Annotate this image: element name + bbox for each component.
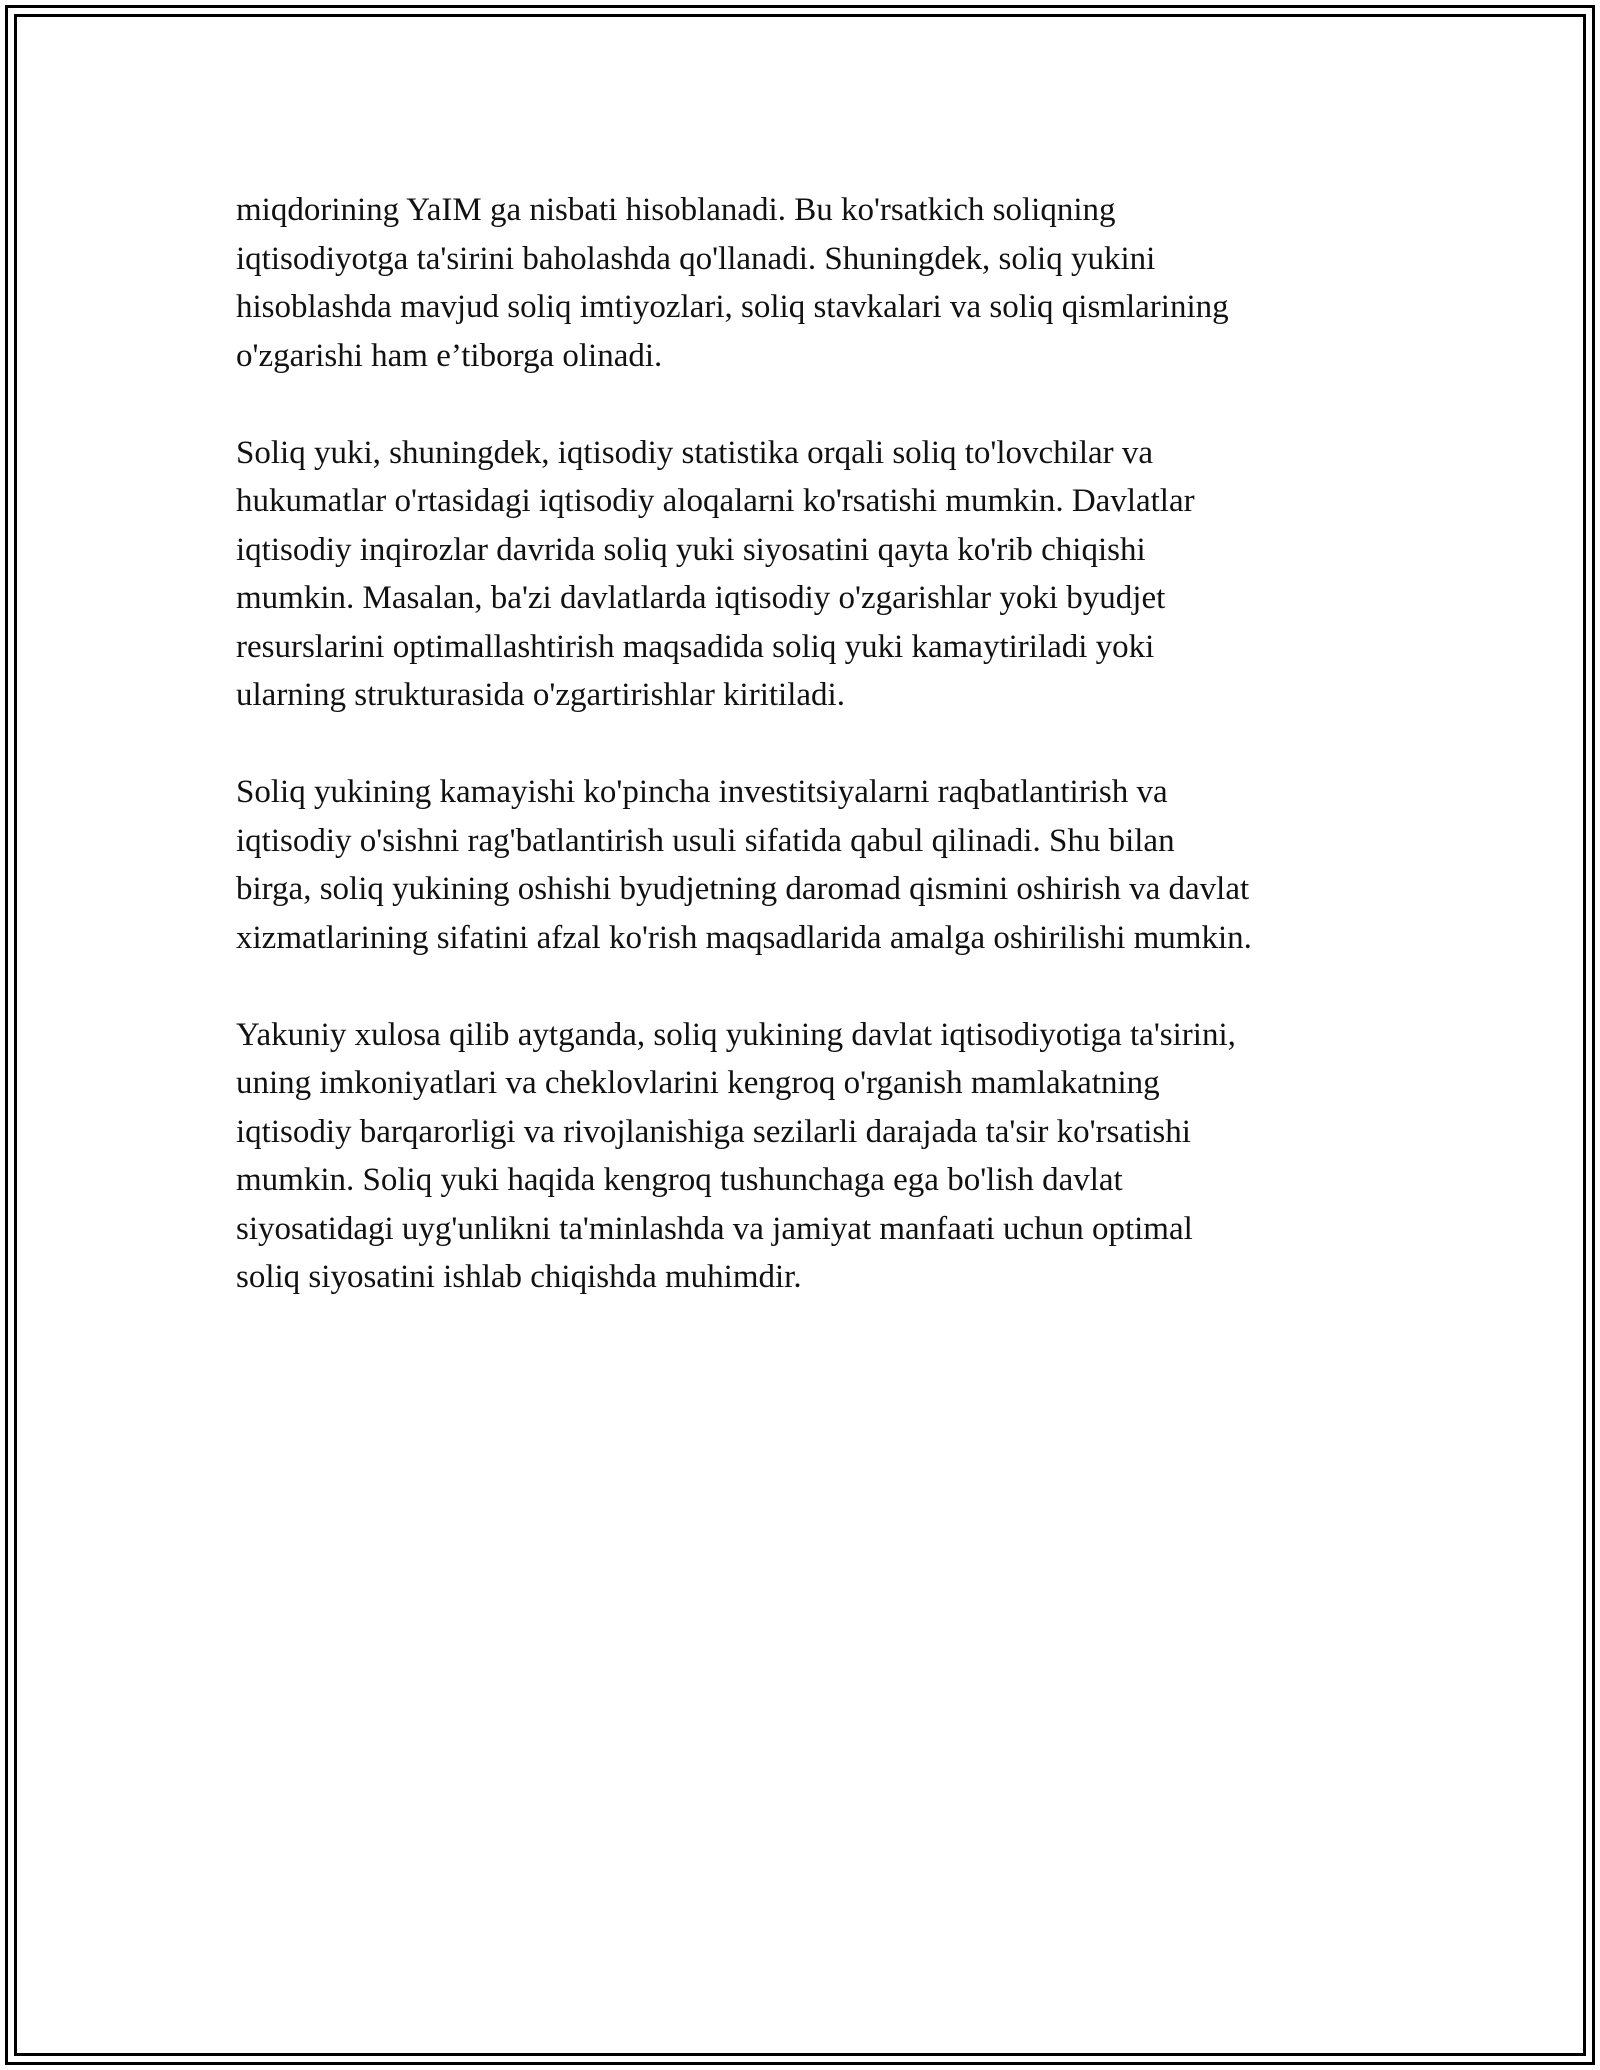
paragraph-4: Yakuniy xulosa qilib aytganda, soliq yukining davlat iqtisodiyotiga ta'sirini, uning imkoniyatlari va cheklovlarini kengroq o'rganish mamlakatning iqtisodiy barqarorligi va rivojlanishiga sezilarli darajada ta'sir ko'rsatishi mumkin. Soliq yuki haqida kengroq tushunchaga ega bo'lish davlat siyosatidagi uyg'unlikni ta'minlashda va jamiyat manfaati uchun optimal soliq siyosatini ishlab chiqishda muhimdir. [236,1016,1236,1295]
paragraph-2: Soliq yuki, shuningdek, iqtisodiy statistika orqali soliq to'lovchilar va hukumatlar o'rtasidagi iqtisodiy aloqalarni ko'rsatishi mumkin. Davlatlar iqtisodiy inqirozlar davrida soliq yuki siyosatini qayta ko'rib chiqishi mumkin. Masalan, ba'zi davlatlarda iqtisodiy o'zgarishlar yoki byudjet resurslarini optimallashtirish maqsadida soliq yuki kamaytiriladi yoki ularning strukturasida o'zgartirishlar kiritiladi. [236,434,1195,713]
paragraph-1: miqdorining YaIM ga nisbati hisoblanadi. Bu ko'rsatkich soliqning iqtisodiyotga ta'sirini baholashda qo'llanadi. Shuningdek, soliq yukini hisoblashda mavjud soliq imtiyozlari, soliq stavkalari va soliq qismlarining o'zgarishi ham e’tiborga olinadi. [236,192,1229,374]
paragraph-3: Soliq yukining kamayishi ko'pincha investitsiyalarni raqbatlantirish va iqtisodiy o'sishni rag'batlantirish usuli sifatida qabul qilinadi. Shu bilan birga, soliq yukining oshishi byudjetning daromad qismini oshirish va davlat xizmatlarining sifatini afzal ko'rish maqsadlarida amalga oshirilishi mumkin. [236,774,1252,956]
document-body [236,186,1396,1350]
